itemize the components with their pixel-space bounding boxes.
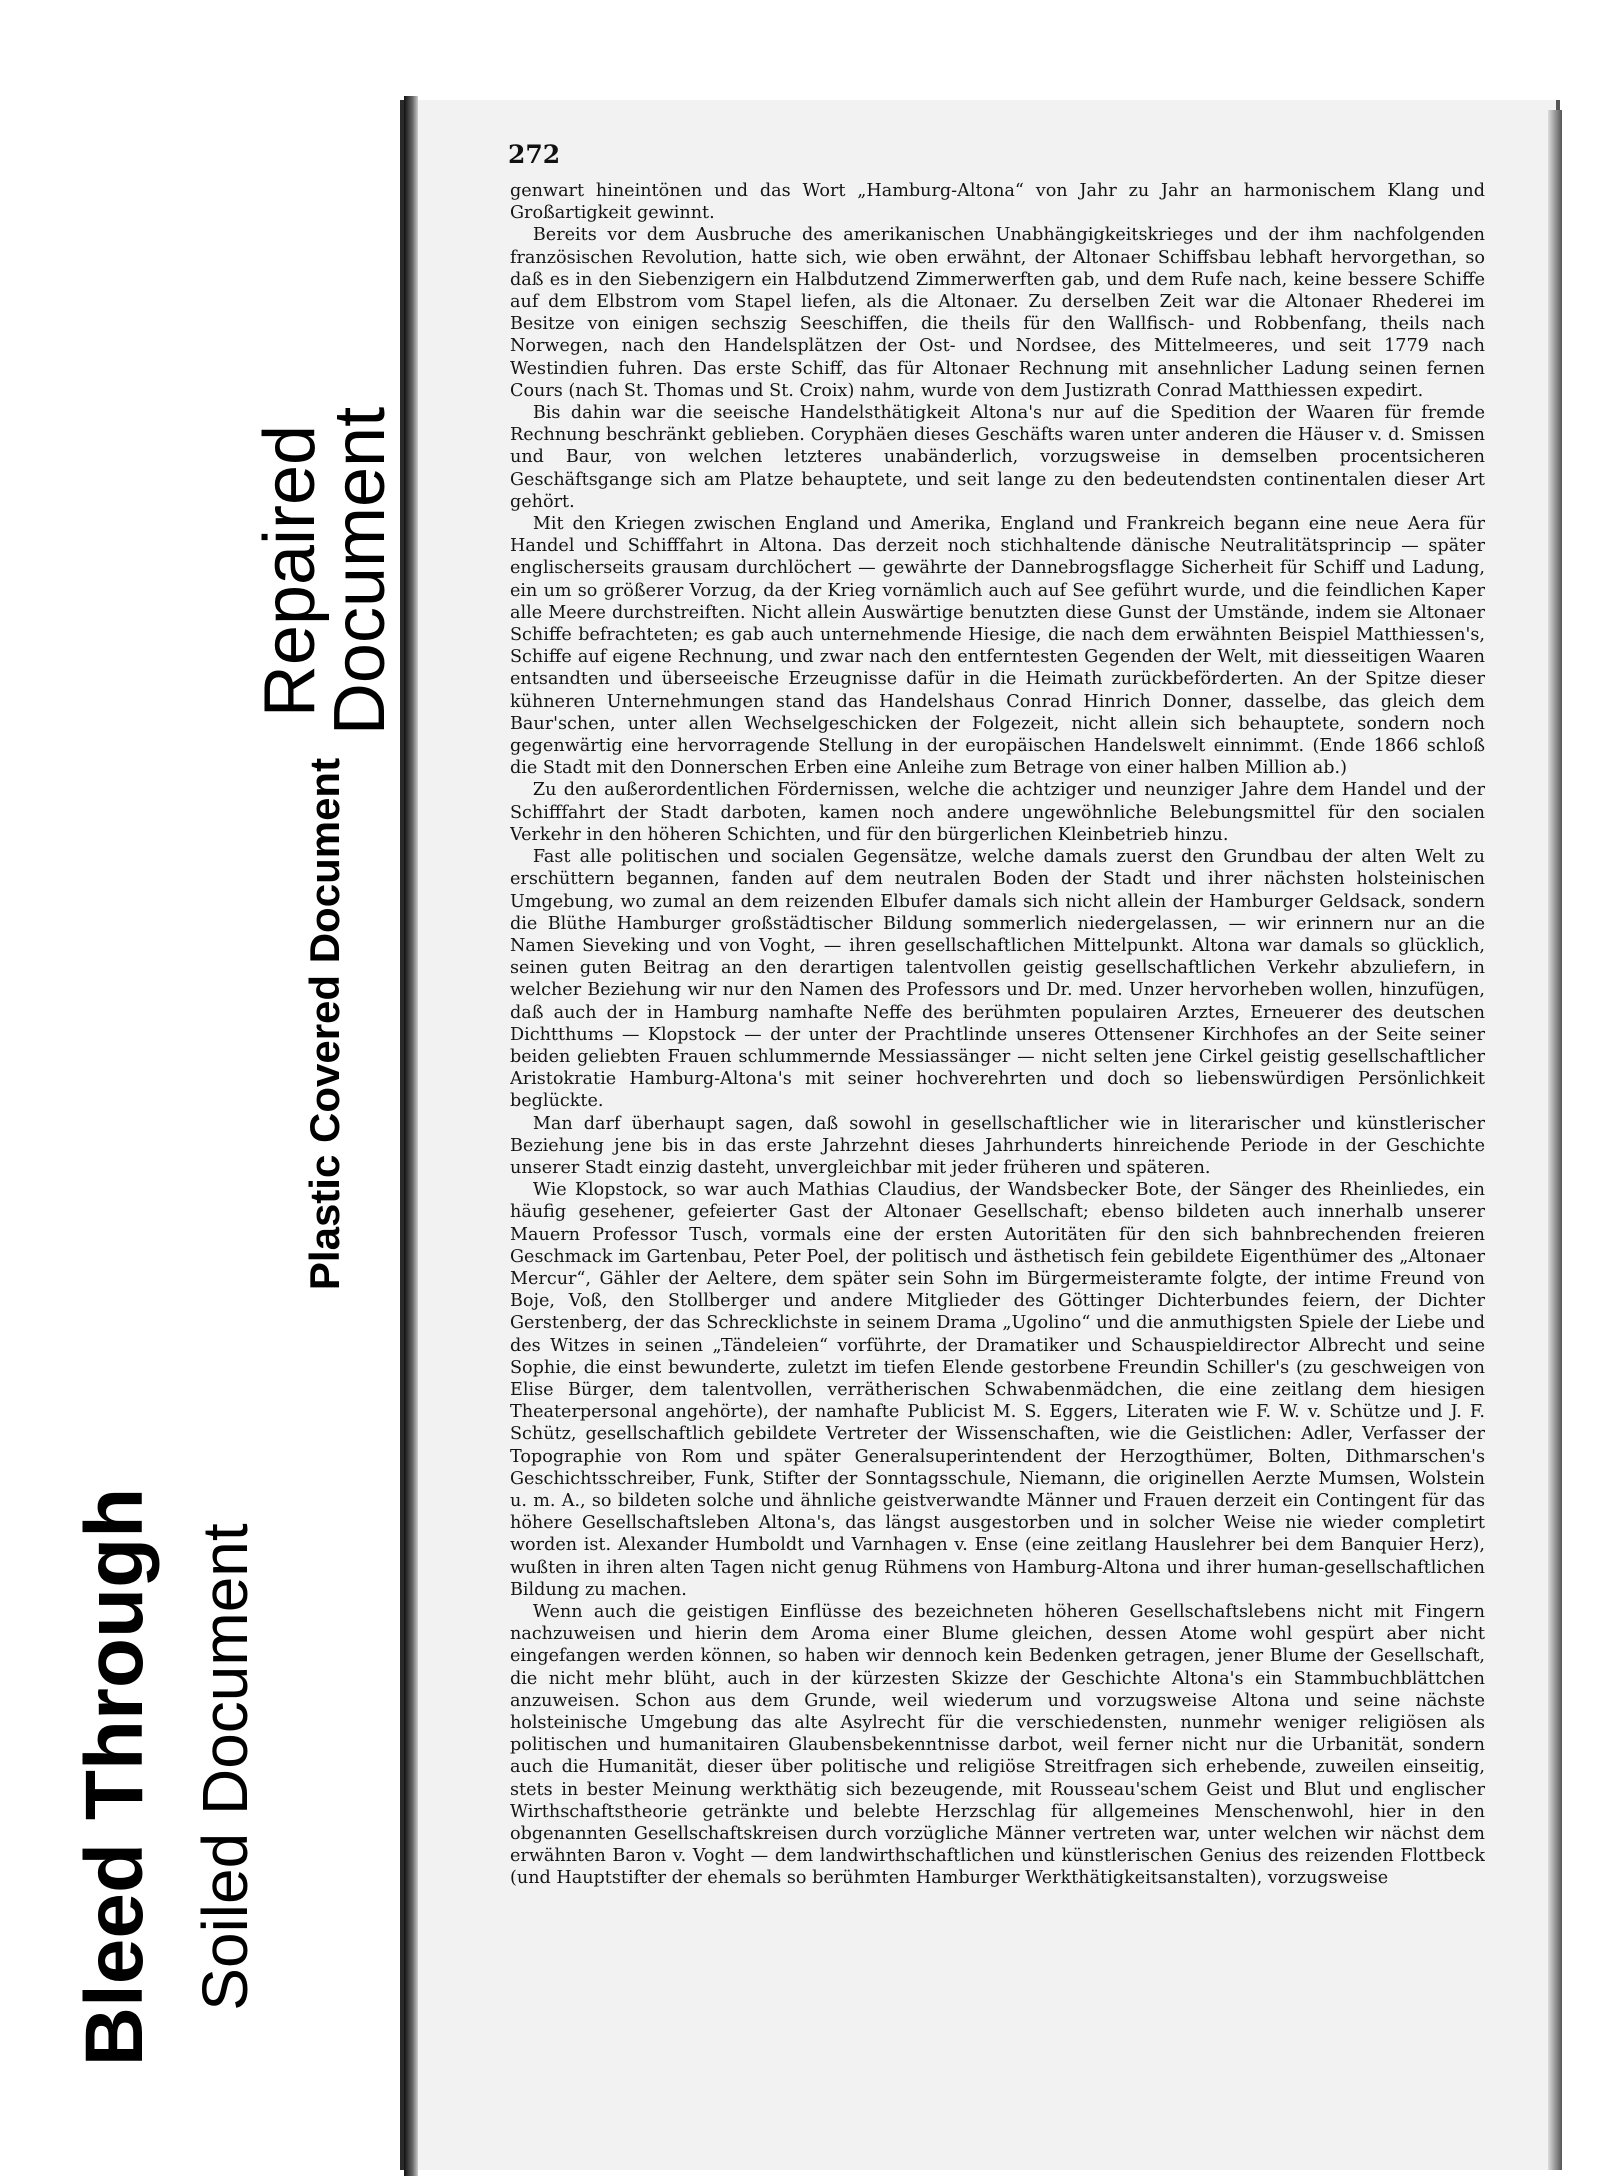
paragraph: Zu den außerordentlichen Fördernissen, welche die achtziger und neunziger Jahre dem Handel und der Schifffahrt der Stadt darboten, kamen noch andere ungewöhnliche Belebungsmittel für den socialen Verkehr in den höheren Schichten, und für den bürgerlichen Kleinbetrieb hinzu. xyxy=(510,780,1485,845)
document-label: Document xyxy=(320,406,400,736)
paragraph: Mit den Kriegen zwischen England und Amerika, England und Frankreich begann eine neue Aera für Handel und Schifffahrt in Altona. Das derzeit noch stichhaltende dänische Neutralitätsprincip — später englischerseits grausam durchlöchert — gewährte der Dannebrogsflagge Sicherheit für Schiff und Ladung, ein um so größerer Vorzug, da der Krieg vornämlich auch auf See geführt wurde, und die feindlichen Kaper alle Meere durchstreiften. Nicht allein Auswärtige benutzten diese Gunst der Umstände, indem sie Altonaer Schiffe befrachteten; es gab auch unternehmende Hiesige, die nach dem erwähnten Beispiel Matthiessen's, Schiffe auf eigene Rechnung, und zwar nach den entferntesten Gegenden der Welt, mit diesseitigen Waaren entsandten und überseeische Erzeugnisse dafür in die Heimath zurückbeförderten. An der Spitze dieser kühneren Unternehmungen stand das Handelshaus Conrad Hinrich Donner, dasselbe, das gleich dem Baur'schen, unter allen Wechselgeschicken der Folgezeit, nicht allein sich behauptete, sondern noch gegenwärtig eine hervorragende Stellung in der europäischen Handelswelt einnimmt. (Ende 1866 schloß die Stadt mit den Donnerschen Erben eine Anleihe zum Betrage von einer halben Million ab.) xyxy=(510,514,1485,779)
paragraph: Wenn auch die geistigen Einflüsse des bezeichneten höheren Gesellschaftslebens nicht mit Fingern nachzuweisen und hierin dem Aroma einer Blume gleichen, dessen Atome wohl gespürt aber nicht eingefangen werden können, so haben wir dennoch kein Bedenken getragen, jener Blume der Gesellschaft, die nicht mehr blüht, auch in der kürzesten Skizze der Geschichte Altona's ein Stammbuchblättchen anzuweisen. Schon aus dem Grunde, weil wiederum und vorzugsweise Altona und seine nächste holsteinische Umgebung das alte Asylrecht für die verschiedensten, nunmehr weniger religiösen als politischen und humanitairen Glaubensbekenntnisse darbot, weil ferner nicht nur die Urbanität, sondern auch die Humanität, dieser über politische und religiöse Streitfragen sich erhebende, zuweilen einseitig, stets in bester Meinung werkthätig sich bezeugende, mit Rousseau'schem Geist und Blut und englischer Wirthschaftstheorie getränkte und belebte Herzschlag für allgemeines Menschenwohl, hier in den obgenannten Gesellschaftskreisen durch vorzügliche Männer vertreten war, unter welchen wir nächst dem erwähnten Baron v. Voght — dem landwirthschaftlichen und künstlerischen Genius des reizenden Flottbeck (und Hauptstifter der ehemals so berühmten Hamburger Werkthätigkeitsanstalten), vorzugsweise xyxy=(510,1602,1485,1889)
paragraph: Wie Klopstock, so war auch Mathias Claudius, der Wandsbecker Bote, der Sänger des Rheinliedes, ein häufig gesehener, gefeierter Gast der Altonaer Gesellschaft; ebenso bildeten auch innerhalb unserer Mauern Professor Tusch, vormals eine der ersten Autoritäten für den sich bahnbrechenden freieren Geschmack im Gartenbau, Peter Poel, der politisch und ästhetisch fein gebildete Eigenthümer des „Altonaer Mercur“, Gähler der Aeltere, dem später sein Sohn im Bürgermeisteramte folgte, der intime Freund von Boje, Voß, den Stollberger und andere Mitglieder des Göttinger Dichterbundes feiern, der Dichter Gerstenberg, der das Schrecklichste in seinem Drama „Ugolino“ und die anmuthigsten Spiele der Liebe und des Witzes in seinen „Tändeleien“ vorführte, der Dramatiker und Schauspieldirector Albrecht und seine Sophie, die einst bewunderte, zuletzt im tiefen Elende gestorbene Freundin Schiller's (zu geschweigen von Elise Bürger, dem talentvollen, verrätherischen Schwabenmädchen, die eine zeitlang dem hiesigen Theaterpersonal angehörte), der namhafte Publicist M. S. Eggers, Literaten wie F. W. v. Schütze und J. F. Schütz, gesellschaftlich gebildete Vertreter der Wissenschaften, wie die Geistlichen: Adler, Verfasser der Topographie von Rom und später Generalsuperintendent der Herzogthümer, Bolten, Dithmarschen's Geschichtsschreiber, Funk, Stifter der Sonntagsschule, Niemann, die originellen Aerzte Mumsen, Wolstein u. m. A., so bildeten solche und ähnliche geistverwandte Männer und Frauen derzeit ein Contingent für das höhere Gesellschaftsleben Altona's, das längst ausgestorben und in solcher Weise nie wieder completirt worden ist. Alexander Humboldt und Varnhagen v. Ense (eine zeitlang Hauslehrer bei dem Banquier Herz), wußten in ihren alten Tagen nicht genug Rühmens von Hamburg-Altona und ihrer human-gesellschaftlichen Bildung zu machen. xyxy=(510,1180,1485,1600)
page-text xyxy=(510,180,1485,2155)
paragraph: Man darf überhaupt sagen, daß sowohl in gesellschaftlicher wie in literarischer und künstlerischer Beziehung jene bis in das erste Jahrzehnt dieses Jahrhunderts hinreichende Periode in der Geschichte unserer Stadt einzig dasteht, unvergleichbar mit jeder früheren und späteren. xyxy=(510,1113,1485,1178)
page-binding-edge xyxy=(404,96,418,2176)
paragraph: Bereits vor dem Ausbruche des amerikanischen Unabhängigkeitskrieges und der ihm nachfolgenden französischen Revolution, hatte sich, wie oben erwähnt, der Altonaer Schiffsbau lebhaft hervorgethan, so daß es in den Siebenzigern ein Halbdutzend Zimmerwerften gab, und dem Rufe nach, keine bessere Schiffe auf dem Elbstrom vom Stapel liefen, als die Altonaer. Zu derselben Zeit war die Altonaer Rhederei im Besitze von einigen sechszig Seeschiffen, die theils für den Wallfisch- und Robbenfang, theils nach Norwegen, nach den Handelsplätzen der Ost- und Nordsee, des Mittelmeeres, und seit 1779 nach Westindien fuhren. Das erste Schiff, das für Altonaer Rechnung mit ansehnlicher Ladung seinen fernen Cours (nach St. Thomas und St. Croix) nahm, wurde von dem Justizrath Conrad Matthiessen expedirt. xyxy=(510,225,1485,401)
plastic-covered-label: Plastic Covered Document xyxy=(301,757,348,1291)
paragraph: genwart hineintönen und das Wort „Hamburg-Altona“ von Jahr zu Jahr an harmonischem Klang und Großartigkeit gewinnt. xyxy=(510,181,1485,224)
bleed-through-label: Bleed Through xyxy=(69,1487,160,2067)
page-right-edge xyxy=(1548,110,1562,2170)
page-number: 272 xyxy=(508,140,561,169)
paragraph: Bis dahin war die seeische Handelsthätigkeit Altona's nur auf die Spedition der Waaren für fremde Rechnung beschränkt geblieben. Coryphäen dieses Geschäfts waren unter anderen die Häuser v. d. Smissen und Baur, von welchen letzteres unabänderlich, vorzugsweise in demselben procentsicheren Geschäftsgange sich am Platze behauptete, und seit lange zu den bedeutendsten continentalen dieser Art gehört. xyxy=(510,403,1485,512)
soiled-document-label: Soiled Document xyxy=(189,1523,261,2011)
repaired-label: Repaired xyxy=(250,424,330,718)
paragraph: Fast alle politischen und socialen Gegensätze, welche damals zuerst den Grundbau der alten Welt zu erschüttern begannen, fanden auf dem neutralen Boden der Stadt und ihrer nächsten holsteinischen Umgebung, wo zumal an dem reizenden Elbufer damals sich nicht allein der Hamburger Geldsack, sondern die Blüthe Hamburger großstädtischer Bildung sommerlich niedergelassen, — wir erinnern nur an die Namen Sieveking und von Voght, — ihren gesellschaftlichen Mittelpunkt. Altona war damals so glücklich, seinen guten Beitrag an den derartigen talentvollen geistig gesellschaftlichen Verkehr abzuliefern, in welcher Beziehung wir nur den Namen des Professors und Dr. med. Unzer hervorheben wollen, hinzufügen, daß auch der in Hamburg namhafte Neffe des berühmten populairen Arztes, Erneuerer des deutschen Dichtthums — Klopstock — der unter der Prachtlinde unseres Ottensener Kirchhofes an der Seite seiner beiden geliebten Frauen schlummernde Messiassänger — nicht selten jene Cirkel geistig gesellschaftlicher Aristokratie Hamburg-Altona's mit seiner hochverehrten und doch so liebenswürdigen Persönlichkeit beglückte. xyxy=(510,847,1485,1112)
